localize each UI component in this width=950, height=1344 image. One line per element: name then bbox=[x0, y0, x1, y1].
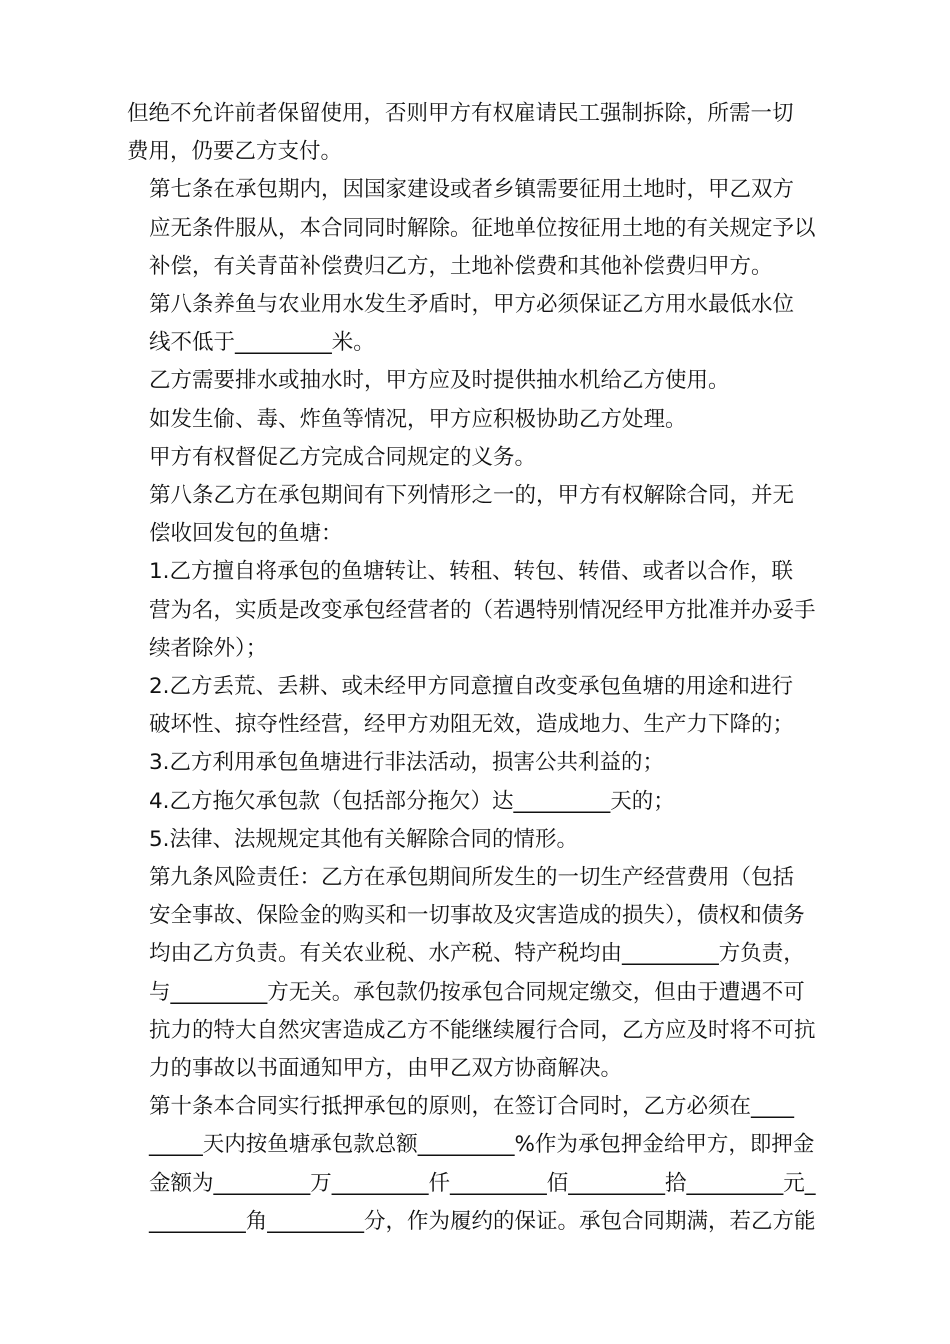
text-line: 第七条在承包期内，因国家建设或者乡镇需要征用土地时，甲乙双方 bbox=[149, 177, 795, 203]
text-line: 均由乙方负责。有关农业税、水产税、特产税均由_________方负责， bbox=[149, 941, 805, 967]
text-line: _________角_________分，作为履约的保证。承包合同期满，若乙方能 bbox=[149, 1208, 816, 1234]
text-line: 如发生偷、毒、炸鱼等情况，甲方应积极协助乙方处理。 bbox=[149, 406, 687, 432]
paragraph-item2 bbox=[127, 668, 822, 744]
text-line: 甲方有权督促乙方完成合同规定的义务。 bbox=[149, 444, 537, 470]
text-line: 2.乙方丢荒、丢耕、或未经甲方同意擅自改变承包鱼塘的用途和进行 bbox=[149, 674, 794, 700]
paragraph-supervise bbox=[127, 439, 822, 477]
text-line: _____天内按鱼塘承包款总额_________%作为承包押金给甲方，即押金 bbox=[149, 1132, 815, 1158]
text-line: 乙方需要排水或抽水时，甲方应及时提供抽水机给乙方使用。 bbox=[149, 368, 730, 394]
text-line: 金额为_________万_________仟_________佰_________拾_________元_ bbox=[149, 1170, 816, 1196]
text-line: 第八条乙方在承包期间有下列情形之一的，甲方有权解除合同，并无 bbox=[149, 483, 795, 509]
text-line: 应无条件服从，本合同同时解除。征地单位按征用土地的有关规定予以 bbox=[149, 215, 816, 241]
paragraph-item1 bbox=[127, 553, 822, 668]
text-line: 1.乙方擅自将承包的鱼塘转让、转租、转包、转借、或者以合作，联 bbox=[149, 559, 794, 585]
paragraph-continuation bbox=[127, 95, 822, 171]
text-line: 线不低于_________米。 bbox=[149, 330, 375, 356]
text-line: 第十条本合同实行抵押承包的原则，在签订合同时，乙方必须在____ bbox=[149, 1094, 795, 1120]
paragraph-article8-water bbox=[127, 286, 822, 362]
paragraph-item3 bbox=[127, 744, 822, 782]
paragraph-article8-terminate bbox=[127, 477, 822, 553]
paragraph-article9 bbox=[127, 859, 822, 1088]
text-line: 4.乙方拖欠承包款（包括部分拖欠）达_________天的； bbox=[149, 788, 675, 814]
text-line: 与_________方无关。承包款仍按承包合同规定缴交，但由于遭遇不可 bbox=[149, 979, 805, 1005]
text-line: 营为名，实质是改变承包经营者的（若遇特别情况经甲方批准并办妥手 bbox=[149, 597, 816, 623]
paragraph-article10 bbox=[127, 1088, 822, 1241]
text-line: 但绝不允许前者保留使用，否则甲方有权雇请民工强制拆除，所需一切 bbox=[127, 101, 794, 126]
text-line: 费用，仍要乙方支付。 bbox=[127, 139, 343, 165]
paragraph-theft bbox=[127, 401, 822, 439]
text-line: 补偿，有关青苗补偿费归乙方，土地补偿费和其他补偿费归甲方。 bbox=[149, 253, 773, 279]
document-body bbox=[127, 95, 822, 1241]
paragraph-item4 bbox=[127, 783, 822, 821]
text-line: 5.法律、法规规定其他有关解除合同的情形。 bbox=[149, 826, 579, 852]
text-line: 续者除外）； bbox=[149, 635, 268, 661]
text-line: 3.乙方利用承包鱼塘进行非法活动，损害公共利益的； bbox=[149, 750, 665, 776]
text-line: 抗力的特大自然灾害造成乙方不能继续履行合同，乙方应及时将不可抗 bbox=[149, 1017, 816, 1043]
text-line: 偿收回发包的鱼塘： bbox=[149, 521, 343, 547]
text-line: 力的事故以书面通知甲方，由甲乙双方协商解决。 bbox=[149, 1056, 623, 1082]
paragraph-item5 bbox=[127, 821, 822, 859]
text-line: 第八条养鱼与农业用水发生矛盾时，甲方必须保证乙方用水最低水位 bbox=[149, 292, 795, 318]
paragraph-pump bbox=[127, 362, 822, 400]
text-line: 安全事故、保险金的购买和一切事故及灾害造成的损失），债权和债务 bbox=[149, 903, 805, 929]
text-line: 第九条风险责任：乙方在承包期间所发生的一切生产经营费用（包括 bbox=[149, 865, 795, 891]
paragraph-article7 bbox=[127, 171, 822, 286]
text-line: 破坏性、掠夺性经营，经甲方劝阻无效，造成地力、生产力下降的； bbox=[149, 712, 795, 738]
